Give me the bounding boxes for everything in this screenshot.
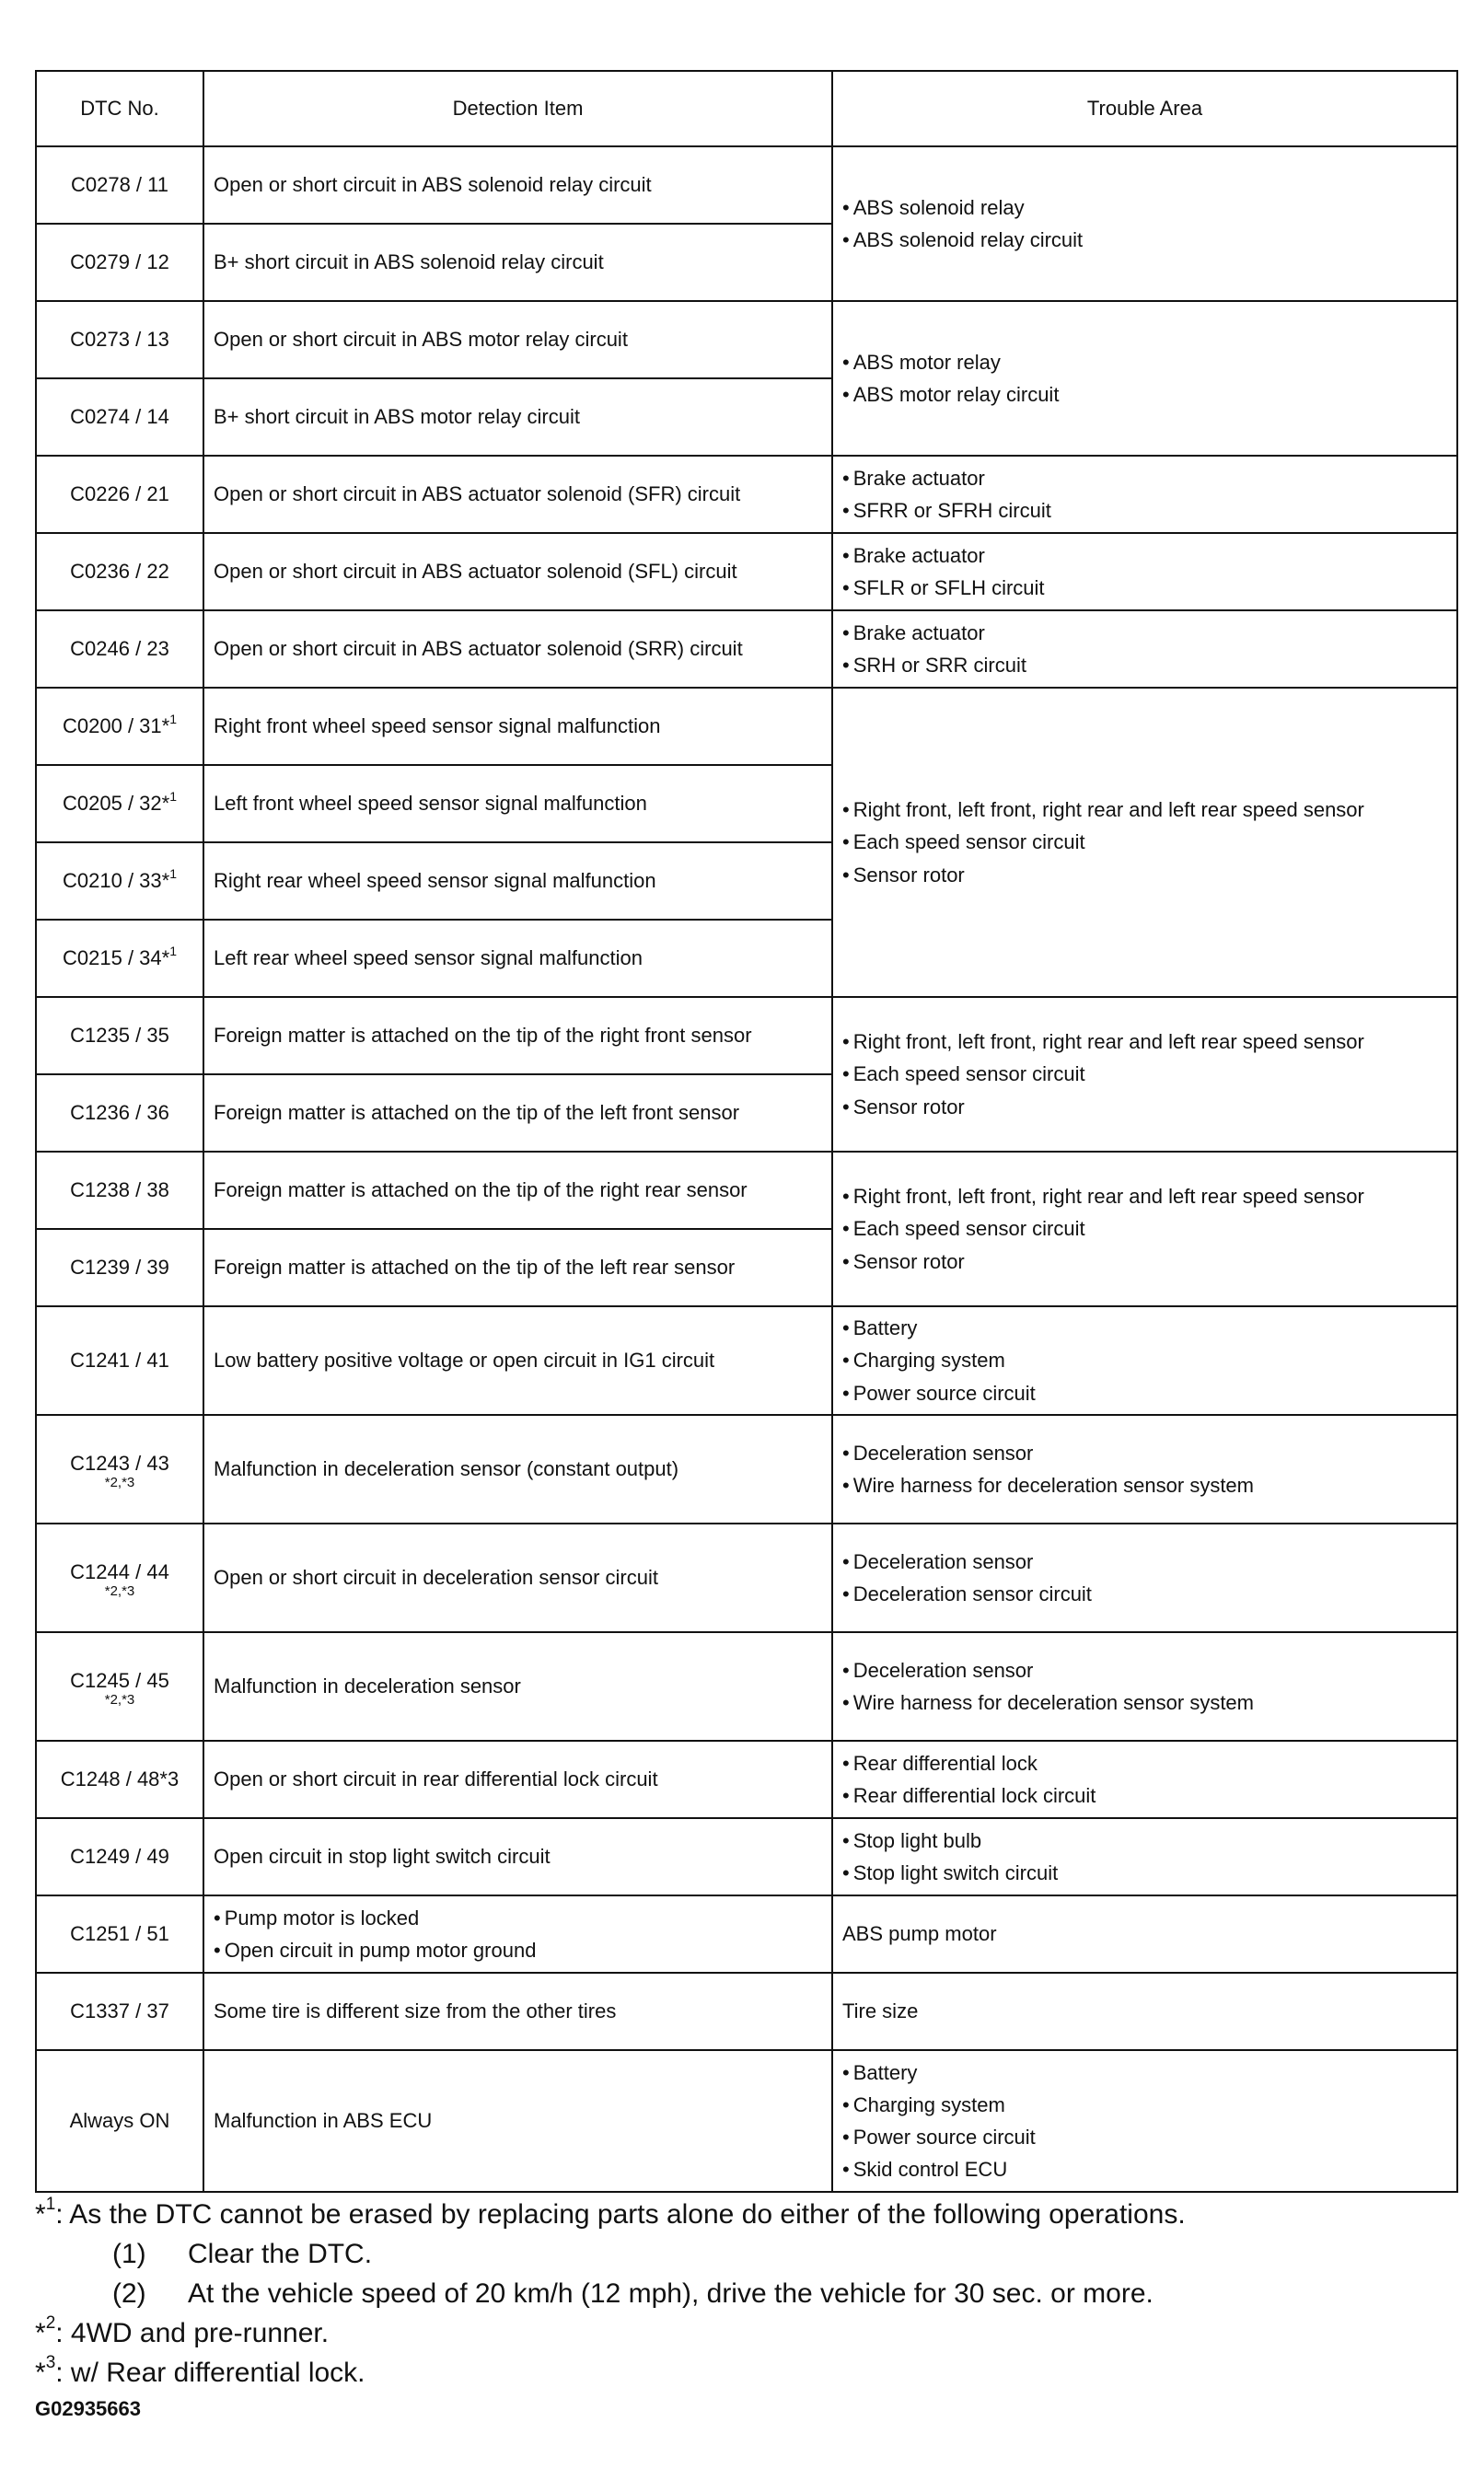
dtc-code-cell	[36, 610, 203, 688]
table-row	[36, 1415, 1457, 1524]
trouble-area-cell	[832, 997, 1457, 1152]
header-trouble-area: Trouble Area	[832, 71, 1457, 146]
dtc-code: C1238 / 38	[70, 1178, 169, 1202]
step-number: (1)	[112, 2239, 146, 2269]
dtc-code: C0273 / 13	[70, 328, 169, 352]
dtc-code-cell	[36, 378, 203, 456]
footnote-3-text: : w/ Rear differential lock.	[55, 2358, 365, 2388]
dtc-code-cell	[36, 533, 203, 610]
dtc-code: C1236 / 36	[70, 1101, 169, 1125]
table-row	[36, 1741, 1457, 1818]
trouble-area-bullet: • Deceleration sensor circuit	[842, 1578, 1447, 1610]
dtc-code-cell	[36, 920, 203, 997]
footnote-1	[35, 2195, 1453, 2234]
trouble-area-cell	[832, 146, 1457, 301]
trouble-area-bullet: • Stop light bulb	[842, 1825, 1447, 1857]
dtc-code-cell	[36, 146, 203, 224]
detection-item-cell: B+ short circuit in ABS motor relay circuit	[203, 378, 832, 456]
trouble-area-cell	[832, 1152, 1457, 1306]
dtc-code: C1251 / 51	[70, 1922, 169, 1946]
trouble-area-bullet: • ABS solenoid relay circuit	[842, 224, 1447, 256]
footnote-1-mark: *	[35, 2199, 46, 2230]
dtc-code-cell	[36, 224, 203, 301]
trouble-area-bullet: • Brake actuator	[842, 617, 1447, 649]
dtc-code-cell	[36, 1632, 203, 1741]
footnote-ref: *2,*3	[104, 1475, 135, 1491]
trouble-area-bullet: • Skid control ECU	[842, 2153, 1447, 2185]
trouble-area-cell: ABS pump motor	[832, 1895, 1457, 1973]
detection-item-cell: Low battery positive voltage or open circuit in IG1 circuit	[203, 1306, 832, 1415]
trouble-area-bullet: • Sensor rotor	[842, 859, 1447, 891]
table-row	[36, 997, 1457, 1074]
footnote-3-number: 3	[45, 2353, 56, 2372]
footnote-2	[35, 2313, 1453, 2353]
dtc-code: Always ON	[69, 2109, 170, 2133]
dtc-code-cell	[36, 1741, 203, 1818]
trouble-area-bullet: • SFLR or SFLH circuit	[842, 572, 1447, 604]
table-row	[36, 1632, 1457, 1741]
trouble-area-bullet: • Stop light switch circuit	[842, 1857, 1447, 1889]
table-row	[36, 301, 1457, 378]
dtc-code-cell	[36, 1306, 203, 1415]
detection-item-cell: Malfunction in deceleration sensor	[203, 1632, 832, 1741]
trouble-area-bullet: • Wire harness for deceleration sensor system	[842, 1686, 1447, 1719]
trouble-area-bullet: • Right front, left front, right rear and left rear speed sensor	[842, 1026, 1447, 1058]
trouble-area-cell	[832, 301, 1457, 456]
detection-item-cell: Foreign matter is attached on the tip of the left rear sensor	[203, 1229, 832, 1306]
detection-item-bullet: • Pump motor is locked	[214, 1902, 822, 1934]
footnote-ref: 1	[169, 866, 177, 882]
dtc-code: C1235 / 35	[70, 1024, 169, 1048]
trouble-area-cell	[832, 2050, 1457, 2192]
trouble-area-bullet: • Rear differential lock	[842, 1747, 1447, 1779]
dtc-code-cell	[36, 1895, 203, 1973]
dtc-code: C0278 / 11	[70, 173, 168, 197]
trouble-area-cell	[832, 1415, 1457, 1524]
detection-item-cell: Left rear wheel speed sensor signal malfunction	[203, 920, 832, 997]
trouble-area-cell	[832, 1632, 1457, 1741]
trouble-area-bullet: • Each speed sensor circuit	[842, 1058, 1447, 1090]
step-text: At the vehicle speed of 20 km/h (12 mph), drive the vehicle for 30 sec. or more.	[188, 2278, 1154, 2309]
dtc-code-cell	[36, 997, 203, 1074]
trouble-area-cell	[832, 1818, 1457, 1895]
trouble-area-bullet: • SRH or SRR circuit	[842, 649, 1447, 681]
trouble-area-bullet: • ABS motor relay	[842, 346, 1447, 378]
footnote-2-mark: *	[35, 2318, 46, 2348]
dtc-code: C1249 / 49	[70, 1845, 169, 1869]
detection-item-cell: Some tire is different size from the other tires	[203, 1973, 832, 2050]
dtc-code-cell	[36, 1973, 203, 2050]
header-dtc-no: DTC No.	[36, 71, 203, 146]
detection-item-cell: Open or short circuit in rear differential lock circuit	[203, 1741, 832, 1818]
trouble-area-bullet: • Each speed sensor circuit	[842, 826, 1447, 858]
detection-item-cell: Foreign matter is attached on the tip of the right rear sensor	[203, 1152, 832, 1229]
footnote-1-step-2	[35, 2274, 1453, 2313]
detection-item-cell: Open or short circuit in ABS solenoid relay circuit	[203, 146, 832, 224]
dtc-code: C0274 / 14	[70, 405, 169, 429]
table-row	[36, 610, 1457, 688]
table-row	[36, 1973, 1457, 2050]
dtc-code: C1241 / 41	[70, 1349, 169, 1373]
table-row	[36, 688, 1457, 765]
dtc-code: C0236 / 22	[70, 560, 169, 584]
trouble-area-bullet: • ABS solenoid relay	[842, 191, 1447, 224]
trouble-area-cell	[832, 1306, 1457, 1415]
dtc-code: C1243 / 43	[70, 1452, 169, 1476]
detection-item-cell: Open or short circuit in deceleration sensor circuit	[203, 1524, 832, 1632]
dtc-code-cell	[36, 1152, 203, 1229]
table-row	[36, 533, 1457, 610]
trouble-area-bullet: • SFRR or SFRH circuit	[842, 494, 1447, 527]
trouble-area-bullet: • Sensor rotor	[842, 1091, 1447, 1123]
dtc-code: C0279 / 12	[70, 250, 169, 274]
dtc-code-cell	[36, 688, 203, 765]
dtc-code: C0200 / 31*	[63, 714, 170, 738]
footnotes	[35, 2195, 1453, 2393]
trouble-area-bullet: • Deceleration sensor	[842, 1546, 1447, 1578]
dtc-code-cell	[36, 1074, 203, 1152]
detection-item-cell: Open or short circuit in ABS motor relay circuit	[203, 301, 832, 378]
dtc-code: C0210 / 33*	[63, 869, 170, 893]
footnote-ref: *2,*3	[104, 1583, 135, 1600]
dtc-code: C1245 / 45	[70, 1669, 169, 1693]
trouble-area-cell	[832, 533, 1457, 610]
footnote-ref: 1	[169, 789, 177, 805]
trouble-area-bullet: • Right front, left front, right rear and left rear speed sensor	[842, 794, 1447, 826]
dtc-code: C0215 / 34*	[63, 946, 170, 970]
footnote-2-number: 2	[45, 2313, 56, 2333]
trouble-area-bullet: • Rear differential lock circuit	[842, 1779, 1447, 1812]
table-row	[36, 1818, 1457, 1895]
dtc-code-cell	[36, 1524, 203, 1632]
dtc-code: C1248 / 48*3	[60, 1767, 180, 1791]
footnote-ref: 1	[169, 944, 177, 959]
dtc-code: C1244 / 44	[70, 1560, 169, 1584]
detection-item-cell: Open or short circuit in ABS actuator solenoid (SFR) circuit	[203, 456, 832, 533]
table-row	[36, 146, 1457, 224]
step-text: Clear the DTC.	[188, 2239, 373, 2269]
trouble-area-bullet: • Deceleration sensor	[842, 1654, 1447, 1686]
footnote-1-step-1	[35, 2234, 1453, 2274]
dtc-code-cell	[36, 842, 203, 920]
trouble-area-cell	[832, 1741, 1457, 1818]
footnote-ref: 1	[169, 712, 177, 727]
table-row	[36, 2050, 1457, 2192]
footnote-3-mark: *	[35, 2358, 46, 2388]
table-body	[36, 146, 1457, 2192]
detection-item-cell: Malfunction in ABS ECU	[203, 2050, 832, 2192]
trouble-area-cell	[832, 610, 1457, 688]
table-row	[36, 1306, 1457, 1415]
trouble-area-bullet: • Power source circuit	[842, 1377, 1447, 1409]
trouble-area-cell	[832, 456, 1457, 533]
dtc-code-cell	[36, 301, 203, 378]
dtc-code-cell	[36, 1818, 203, 1895]
dtc-table	[35, 70, 1458, 2193]
trouble-area-bullet: • Right front, left front, right rear and left rear speed sensor	[842, 1180, 1447, 1212]
dtc-code: C0226 / 21	[70, 482, 169, 506]
detection-item-bullet: • Open circuit in pump motor ground	[214, 1934, 822, 1966]
dtc-code-cell	[36, 1229, 203, 1306]
detection-item-cell: Right front wheel speed sensor signal malfunction	[203, 688, 832, 765]
header-detection-item: Detection Item	[203, 71, 832, 146]
detection-item-cell: Open or short circuit in ABS actuator solenoid (SFL) circuit	[203, 533, 832, 610]
trouble-area-bullet: • Brake actuator	[842, 539, 1447, 572]
dtc-code: C0246 / 23	[70, 637, 169, 661]
trouble-area-bullet: • Power source circuit	[842, 2121, 1447, 2153]
detection-item-cell: Right rear wheel speed sensor signal malfunction	[203, 842, 832, 920]
table-row	[36, 1895, 1457, 1973]
trouble-area-bullet: • Brake actuator	[842, 462, 1447, 494]
table-row	[36, 1152, 1457, 1229]
dtc-code: C0205 / 32*	[63, 792, 170, 816]
detection-item-cell: Open or short circuit in ABS actuator solenoid (SRR) circuit	[203, 610, 832, 688]
detection-item-cell: Foreign matter is attached on the tip of the left front sensor	[203, 1074, 832, 1152]
detection-item-cell: Open circuit in stop light switch circuit	[203, 1818, 832, 1895]
trouble-area-bullet: • Each speed sensor circuit	[842, 1212, 1447, 1245]
dtc-code-cell	[36, 2050, 203, 2192]
dtc-code-cell	[36, 765, 203, 842]
footnote-ref: *2,*3	[104, 1692, 135, 1709]
trouble-area-bullet: • Charging system	[842, 2089, 1447, 2121]
dtc-code: C1337 / 37	[70, 1999, 169, 2023]
trouble-area-bullet: • Battery	[842, 2057, 1447, 2089]
detection-item-cell: Malfunction in deceleration sensor (constant output)	[203, 1415, 832, 1524]
dtc-code-cell	[36, 456, 203, 533]
detection-item-cell: Left front wheel speed sensor signal malfunction	[203, 765, 832, 842]
detection-item-cell: Foreign matter is attached on the tip of the right front sensor	[203, 997, 832, 1074]
detection-item-cell: B+ short circuit in ABS solenoid relay circuit	[203, 224, 832, 301]
trouble-area-cell	[832, 1524, 1457, 1632]
figure-id: G02935663	[35, 2397, 141, 2420]
detection-item-cell	[203, 1895, 832, 1973]
trouble-area-bullet: • Battery	[842, 1312, 1447, 1344]
table-header-row	[36, 71, 1457, 146]
trouble-area-bullet: • Wire harness for deceleration sensor system	[842, 1469, 1447, 1501]
trouble-area-cell: Tire size	[832, 1973, 1457, 2050]
trouble-area-bullet: • Charging system	[842, 1344, 1447, 1376]
table-row	[36, 1524, 1457, 1632]
footnote-2-text: : 4WD and pre-runner.	[55, 2318, 330, 2348]
trouble-area-cell	[832, 688, 1457, 997]
dtc-code-cell	[36, 1415, 203, 1524]
trouble-area-bullet: • Sensor rotor	[842, 1246, 1447, 1278]
footnote-3	[35, 2353, 1453, 2393]
footnote-1-number: 1	[45, 2195, 56, 2214]
footnote-1-text: : As the DTC cannot be erased by replacing parts alone do either of the following operations.	[55, 2199, 1186, 2230]
trouble-area-bullet: • Deceleration sensor	[842, 1437, 1447, 1469]
step-number: (2)	[112, 2278, 146, 2309]
table-row	[36, 456, 1457, 533]
dtc-code: C1239 / 39	[70, 1256, 169, 1280]
trouble-area-bullet: • ABS motor relay circuit	[842, 378, 1447, 411]
